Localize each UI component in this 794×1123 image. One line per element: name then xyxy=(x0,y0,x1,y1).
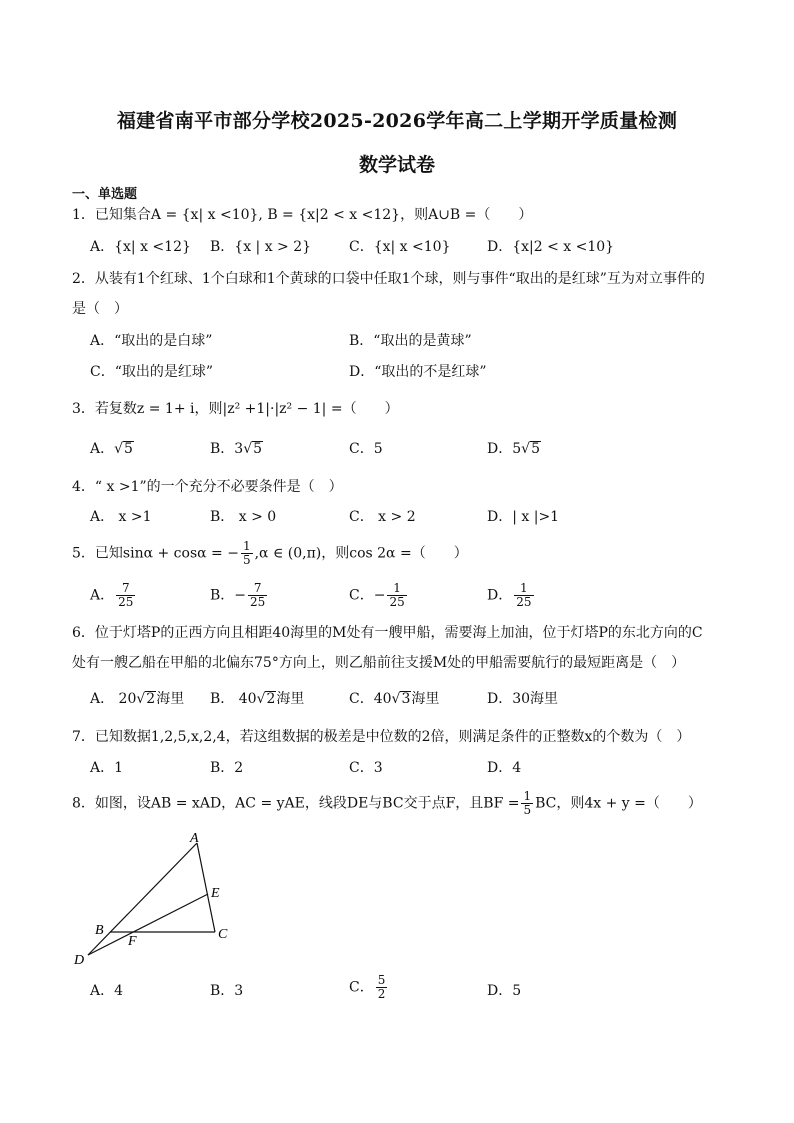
q3-option-d: D．5√5 xyxy=(487,441,540,457)
q1-stem: 1．已知集合A = {x| x <10}, B = {x|2 < x <12}，则A∪B =（ ） xyxy=(72,207,533,223)
q7-option-c: C．3 xyxy=(349,760,383,776)
q4-stem: 4．“ x >1”的一个充分不必要条件是（ ） xyxy=(72,479,343,495)
q6-option-d: D．30海里 xyxy=(487,691,559,707)
q3-stem: 3．若复数z = 1+ i，则|z² +1|·|z² − 1| =（ ） xyxy=(72,401,399,417)
q5-option-a: A． $\frac{7}{25}$ xyxy=(90,581,134,609)
label-b: B xyxy=(95,923,104,938)
q3-a-prefix: A． xyxy=(90,441,115,457)
q3-option-b: B．3√5 xyxy=(210,441,263,457)
q5-d-fraction: $\frac{1}{25}$ xyxy=(516,581,532,609)
q2-stem-line2: 是（ ） xyxy=(72,301,128,317)
q4-option-b: B． x > 0 xyxy=(210,509,277,525)
exam-title: 福建省南平市部分学校2025-2026学年高二上学期开学质量检测 xyxy=(116,110,678,132)
q7-option-b: B．2 xyxy=(210,760,244,776)
q7-stem: 7．已知数据1,2,5,x,2,4，若这组数据的极差是中位数的2倍，则满足条件的正整数x的个数为（ ） xyxy=(72,729,691,745)
q2-option-c: C．“取出的是红球” xyxy=(90,364,214,380)
q8-stem-b: BC，则4x + y =（ ） xyxy=(535,795,702,812)
q8-stem-a: 8．如图，设AB = xAD，AC = yAE，线段DE与BC交于点F，且BF = xyxy=(72,795,520,812)
triangle-figure xyxy=(72,828,252,972)
q8-option-b: B．3 xyxy=(210,983,244,999)
q3-b-radicand: 5 xyxy=(253,441,263,457)
q2-option-d: D．“取出的不是红球” xyxy=(349,364,487,380)
q1-option-b: B．{x | x > 2} xyxy=(210,239,312,255)
q5-a-fraction: $\frac{7}{25}$ xyxy=(118,581,134,609)
q5-option-c: C．− $\frac{1}{25}$ xyxy=(349,581,405,609)
q7-option-a: A．1 xyxy=(90,760,124,776)
q7-option-d: D．4 xyxy=(487,760,522,776)
q1-option-c: C．{x| x <10} xyxy=(349,239,451,255)
q5-stem-b: ,α ∈ (0,π)，则cos 2α =（ ） xyxy=(254,545,468,562)
q5-stem xyxy=(72,540,732,567)
q6-option-b: B． 40√2海里 xyxy=(210,691,305,707)
q2-option-a: A．“取出的是白球” xyxy=(90,333,213,349)
triangle-diagram xyxy=(72,828,252,968)
label-c: C xyxy=(218,927,228,942)
q5-stem-fraction: $\frac{1}{5}$ xyxy=(242,539,251,567)
label-a: A xyxy=(190,831,199,846)
q5-option-d: D． $\frac{1}{25}$ xyxy=(487,581,532,609)
line-d-e xyxy=(88,894,208,955)
q8-option-c: C． $\frac{5}{2}$ xyxy=(349,973,386,1001)
q5-stem-a: 5．已知sinα + cosα = − xyxy=(72,545,239,562)
q8-option-d: D．5 xyxy=(487,983,522,999)
q2-stem-line1: 2．从装有1个红球、1个白球和1个黄球的口袋中任取1个球，则与事件“取出的是红球”互为对立事件的 xyxy=(72,271,705,287)
q8-stem xyxy=(72,790,732,817)
q3-option-a: A．√5 xyxy=(90,441,133,457)
q2-option-b: B．“取出的是黄球” xyxy=(349,333,472,349)
q3-d-radicand: 5 xyxy=(531,441,540,457)
q8-stem-fraction: $\frac{1}{5}$ xyxy=(523,789,532,817)
q6-option-a: A． 20√2海里 xyxy=(90,691,185,707)
q3-b-prefix: B．3 xyxy=(210,441,244,457)
q3-option-c: C．5 xyxy=(349,441,383,457)
label-e: E xyxy=(211,886,220,901)
section-heading: 一、单选题 xyxy=(72,187,138,202)
q5-b-fraction: $\frac{7}{25}$ xyxy=(250,581,266,609)
q5-option-b: B．− $\frac{7}{25}$ xyxy=(210,581,266,609)
q8-c-fraction: $\frac{5}{2}$ xyxy=(377,973,386,1001)
q5-c-fraction: $\frac{1}{25}$ xyxy=(389,581,405,609)
q6-stem-line1: 6．位于灯塔P的正西方向且相距40海里的M处有一艘甲船，需要海上加油，位于灯塔P的东北方向的C xyxy=(72,625,703,641)
label-f: F xyxy=(128,934,137,949)
q4-option-d: D．| x |>1 xyxy=(487,509,560,525)
q6-stem-line2: 处有一艘乙船在甲船的北偏东75°方向上，则乙船前往支援M处的甲船需要航行的最短距离是（ ） xyxy=(72,655,686,671)
q3-a-radicand: 5 xyxy=(124,441,133,457)
q4-option-c: C． x > 2 xyxy=(349,509,416,525)
q3-d-prefix: D．5 xyxy=(487,441,522,457)
q8-option-a: A．4 xyxy=(90,983,124,999)
label-d: D xyxy=(74,953,85,968)
q6-option-c: C．40√3海里 xyxy=(349,691,440,707)
exam-subtitle: 数学试卷 xyxy=(358,154,435,176)
q4-option-a: A． x >1 xyxy=(90,509,152,525)
q1-option-d: D．{x|2 < x <10} xyxy=(487,239,615,255)
q1-option-a: A．{x| x <12} xyxy=(90,239,191,255)
line-a-d xyxy=(88,843,197,955)
